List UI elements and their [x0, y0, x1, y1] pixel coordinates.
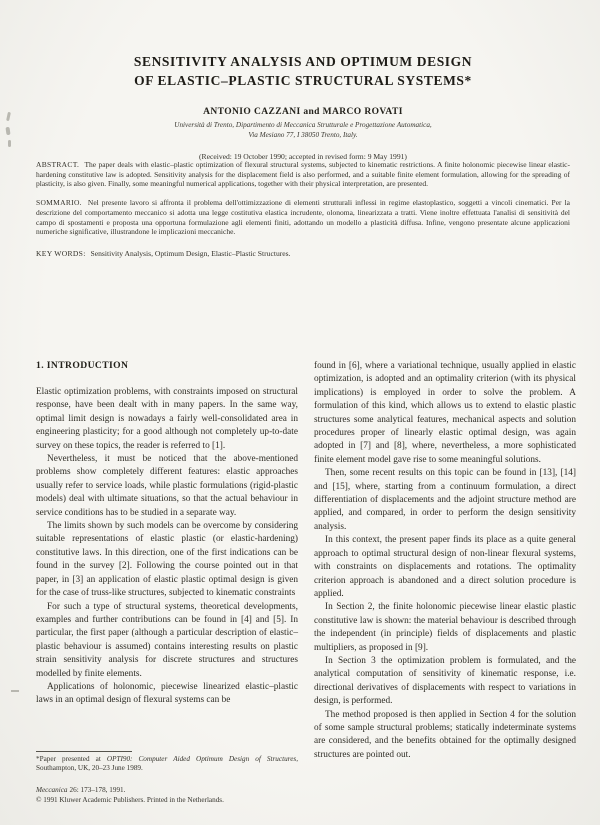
- paper-title: [36, 52, 570, 90]
- affiliation-line2: Via Mesiano 77, I 38050 Trento, Italy.: [248, 130, 358, 139]
- scan-artifact: [8, 140, 11, 147]
- section-heading-introduction: 1. INTRODUCTION: [36, 360, 129, 371]
- paragraph: In this context, the present paper finds its place as a quite general approach to optimal structural design of non-linear flexural systems, with constraints on displacements and rotations. The optimality criterion approach is abandoned and a direct solution procedure is applied.: [314, 535, 576, 599]
- footer-journal-line: [36, 786, 224, 796]
- journal-name: Meccanica: [36, 786, 68, 794]
- paragraph: Nevertheless, it must be noticed that the above-mentioned problems show completely different features: elastic approaches usually refer to service loads, while plastic formulations (rigid-plastic models) deal with ultimate situations, so that the actual behaviour in service conditions has to be studied in a separate way.: [36, 454, 298, 518]
- page-footer: [36, 786, 224, 805]
- footnote-conference-title: OPTI90: Computer Aided Optimum Design of Structures,: [106, 755, 298, 763]
- keywords-label: KEY WORDS:: [36, 248, 86, 258]
- paper-title-line1: SENSITIVITY ANALYSIS AND OPTIMUM DESIGN: [133, 54, 473, 69]
- sommario: [36, 198, 570, 237]
- footnote-pre: *Paper presented at: [36, 755, 107, 763]
- paragraph: In Section 3 the optimization problem is formulated, and the analytical computation of sensitivity of kinematic response, i.e. directional derivatives of displacements with respect to variations in design, is performed.: [314, 655, 576, 707]
- keywords-line: [36, 249, 570, 258]
- paragraph: In Section 2, the finite holonomic piecewise linear elastic plastic constitutive law is shown: the material behaviour is described through the independent (in principle) fields of displacements and plastic multipliers, as proposed in [9].: [314, 602, 576, 653]
- paragraph: Applications of holonomic, piecewise linearized elastic–plastic laws in an optimal design of flexural systems can be: [36, 681, 298, 706]
- scan-artifact: [6, 112, 11, 121]
- right-column: [314, 360, 576, 762]
- journal-volume-pages: 26: 173–178, 1991.: [69, 786, 126, 794]
- keywords-text: Sensitivity Analysis, Optimum Design, Elastic–Plastic Structures.: [90, 248, 291, 258]
- affiliation: [36, 121, 570, 140]
- scan-artifact: [5, 127, 10, 135]
- affiliation-line1: Università di Trento, Dipartimento di Meccanica Strutturale e Progettazione Automatica,: [174, 121, 432, 129]
- footnote-tail: Southampton, UK, 20–23 June 1989.: [36, 764, 143, 773]
- abstract-section: [36, 160, 570, 266]
- sommario-text: Nel presente lavoro si affronta il problema dell'ottimizzazione di elementi strutturali inflessi in regime elastoplastico, soggetti a vincoli cinematici. Per la descrizione del comportamento meccanico si adotta una legge costitutiva elastica incrudente, olonoma, linearizzata a tratti. Viene inoltre effettuata l'analisi di sensitività del campo di spostamenti e proposta una opportuna formulazione agli elementi finiti, adottando un modello a plasticità diffusa. Infine, vengono presentate alcune applicazioni numeriche significative, illustrandone le implicazioni meccaniche.: [36, 198, 571, 237]
- paper-title-line2: OF ELASTIC–PLASTIC STRUCTURAL SYSTEMS*: [134, 73, 472, 88]
- paragraph: For such a type of structural systems, theoretical developments, examples and further contributions can be found in [4] and [5]. In particular, the first paper (although a particular description of elastic–plastic behaviour is assumed) contains interesting results on plastic strain sensitivity analysis for discrete structures and structures modelled by finite elements.: [36, 601, 298, 679]
- abstract: [36, 160, 570, 189]
- body-columns: [36, 360, 576, 762]
- paragraph: The limits shown by such models can be overcome by considering suitable representations of elastic plastic (or elastic-hardening) constitutive laws. In this direction, one of the first indications can be found in the survey [2]. Following the course pointed out in that paper, in [3] an application of elastic plastic optimal design is given for the case of truss-like structures, subjected to kinematic constraints: [36, 521, 298, 599]
- front-matter: [36, 52, 570, 161]
- paragraph: The method proposed is then applied in Section 4 for the solution of some sample structural problems; statically indeterminate systems are considered, and the benefits obtained for the optimally designed structures are pointed out.: [314, 709, 576, 760]
- left-column: [36, 360, 298, 762]
- abstract-label: ABSTRACT.: [36, 160, 80, 169]
- received-line: (Received: 19 October 1990; accepted in revised form: 9 May 1991): [199, 152, 407, 161]
- sommario-label: SOMMARIO.: [36, 198, 82, 208]
- paragraph: Then, some recent results on this topic can be found in [13], [14] and [15], where, starting from a continuum formulation, a direct differentiation of displacements and the adjoint structure method are applied, and compared, in order to perform the design sensitivity analysis.: [314, 468, 576, 532]
- authors-line: ANTONIO CAZZANI and MARCO ROVATI: [203, 107, 403, 117]
- paragraph: found in [6], where a variational technique, usually applied in elastic optimization, is adopted and an optimality criterion (with its physical implications) is employed in order to solve the problem. A formulation of this kind, which allows us to extend to elastic plastic structures some analytical features, mechanical aspects and solution procedures proper of linearly elastic optimal design, was again adopted in [7] and [8], where, nevertheless, a more sophisticated finite element model gave rise to some meaningful solutions.: [314, 361, 576, 465]
- paragraph: Elastic optimization problems, with constraints imposed on structural response, have been dealt with in many papers. In the same way, optimal limit design is nowadays a fairly well-consolidated area in engineering plasticity; for a good although not completely up-to-date survey on these topics, the reader is referred to [1].: [36, 387, 298, 451]
- footnote-rule: [36, 751, 132, 752]
- footer-copyright-line: © 1991 Kluwer Academic Publishers. Printed in the Netherlands.: [36, 795, 224, 804]
- footnote: [36, 751, 298, 774]
- scan-artifact: [11, 690, 19, 692]
- abstract-text: The paper deals with elastic–plastic optimization of flexural structural systems, subjected to kinematic restrictions. A finite holonomic piecewise linear elastic-hardening constitutive law is adopted. Sensitivity analysis for the displacement field is also performed, and a suitable finite element formulation, allowing for the spreading of plasticity, is also given. Finally, some meaningful numerical applications, together with their physical interpretation, are presented.: [36, 160, 570, 189]
